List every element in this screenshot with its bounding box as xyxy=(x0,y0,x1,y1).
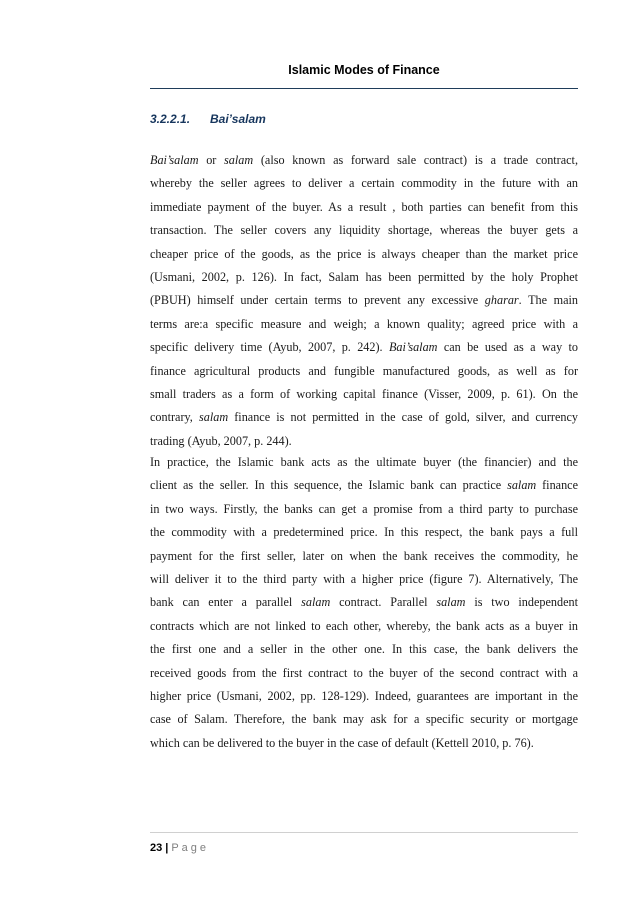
text-run: can be used as a way to xyxy=(437,340,578,355)
page-number: 23 xyxy=(150,842,163,854)
section-number: 3.2.2.1. xyxy=(150,112,191,126)
text-line xyxy=(150,568,578,591)
text-run: will deliver it to the third party with a higher price (figure 7). Alternatively, The xyxy=(150,571,578,586)
text-line xyxy=(150,638,578,661)
header-divider xyxy=(150,88,578,89)
text-run: client as the seller. In this sequence, the Islamic bank can practice xyxy=(150,478,508,493)
text-run: finance is not permitted in the case of gold, silver, and currency xyxy=(228,410,578,425)
italic-term: Bai’salam xyxy=(150,153,199,167)
text-line xyxy=(150,615,578,638)
text-line xyxy=(150,336,578,359)
text-line xyxy=(150,313,578,336)
section-title: Bai’salam xyxy=(210,112,266,126)
text-run: cheaper price of the goods, as the price is always cheaper than the market price xyxy=(150,246,578,261)
text-line xyxy=(150,172,578,195)
italic-term: salam xyxy=(301,595,331,610)
text-run: (Usmani, 2002, p. 126). In fact, Salam has been permitted by the holy Prophet xyxy=(150,269,578,284)
text-line xyxy=(150,406,578,429)
italic-term: Bai’salam xyxy=(388,340,438,355)
text-line xyxy=(150,289,578,312)
text-run: higher price (Usmani, 2002, pp. 128-129). Indeed, guarantees are important in the xyxy=(150,688,578,703)
text-run: whereby the seller agrees to deliver a certain commodity in the future with an xyxy=(150,176,578,191)
text-line xyxy=(150,383,578,406)
footer-separator: | xyxy=(165,842,169,854)
text-line xyxy=(150,451,578,474)
page-header-title: Islamic Modes of Finance xyxy=(288,63,440,77)
text-line xyxy=(150,196,578,219)
text-run: (also known as forward sale contract) is a trade contract, xyxy=(253,153,578,167)
text-line xyxy=(150,545,578,568)
text-run: specific delivery time (Ayub, 2007, p. 242). xyxy=(150,340,389,355)
text-run: finance xyxy=(536,478,578,493)
text-run: transaction. The seller covers any liquidity shortage, whereas the buyer gets a xyxy=(150,223,578,238)
text-run: In practice, the Islamic bank acts as the ultimate buyer (the financier) and the xyxy=(150,455,578,469)
text-line xyxy=(150,708,578,731)
text-run: terms are:a specific measure and weigh; a known quality; agreed price with a xyxy=(150,316,578,331)
italic-term: gharar xyxy=(484,293,519,308)
italic-term: salam xyxy=(507,478,537,493)
text-run: in two ways. Firstly, the banks can get a promise from a third party to purchase xyxy=(150,501,578,516)
text-line xyxy=(150,430,578,453)
text-line xyxy=(150,243,578,266)
text-run: . The main xyxy=(518,293,578,308)
text-run: case of Salam. Therefore, the bank may ask for a specific security or mortgage xyxy=(150,712,578,727)
italic-term: salam xyxy=(436,595,466,610)
text-line xyxy=(150,521,578,544)
text-line xyxy=(150,219,578,242)
page-label: Page xyxy=(171,842,210,854)
text-line xyxy=(150,149,578,172)
italic-term: salam xyxy=(199,410,229,425)
text-run: small traders as a form of working capital finance (Visser, 2009, p. 61). On the xyxy=(150,386,578,401)
text-run: the first one and a seller in the other one. In this case, the bank delivers the xyxy=(150,642,578,657)
footer-divider xyxy=(150,832,578,833)
text-line xyxy=(150,266,578,289)
text-line xyxy=(150,498,578,521)
section-heading xyxy=(150,112,266,126)
text-line xyxy=(150,474,578,497)
text-run: finance agricultural products and fungible manufactured goods, as well as for xyxy=(150,363,578,378)
page-footer xyxy=(150,842,209,854)
text-line xyxy=(150,685,578,708)
text-run: the commodity with a predetermined price. In this respect, the bank pays a full xyxy=(150,525,578,540)
text-run: immediate payment of the buyer. As a result , both parties can benefit from this xyxy=(150,199,578,214)
italic-term: salam xyxy=(224,153,254,167)
text-run: contrary, xyxy=(150,410,199,425)
text-line xyxy=(150,662,578,685)
paragraph-salam-practice xyxy=(150,451,578,755)
text-run: trading (Ayub, 2007, p. 244). xyxy=(150,433,292,448)
paragraph-salam-definition xyxy=(150,149,578,453)
text-run: contract. Parallel xyxy=(330,595,437,610)
text-line xyxy=(150,591,578,614)
text-run: is two independent xyxy=(465,595,578,610)
text-run: contracts which are not linked to each other, whereby, the bank acts as a buyer in xyxy=(150,618,578,633)
text-run: received goods from the first contract to the buyer of the second contract with a xyxy=(150,665,578,680)
text-line xyxy=(150,732,578,755)
text-run: or xyxy=(198,153,225,167)
text-run: bank can enter a parallel xyxy=(150,595,302,610)
text-run: which can be delivered to the buyer in the case of default (Kettell 2010, p. 76). xyxy=(150,735,534,750)
text-line xyxy=(150,360,578,383)
text-run: (PBUH) himself under certain terms to prevent any excessive xyxy=(150,293,485,308)
text-run: payment for the first seller, later on when the bank receives the commodity, he xyxy=(150,548,578,563)
